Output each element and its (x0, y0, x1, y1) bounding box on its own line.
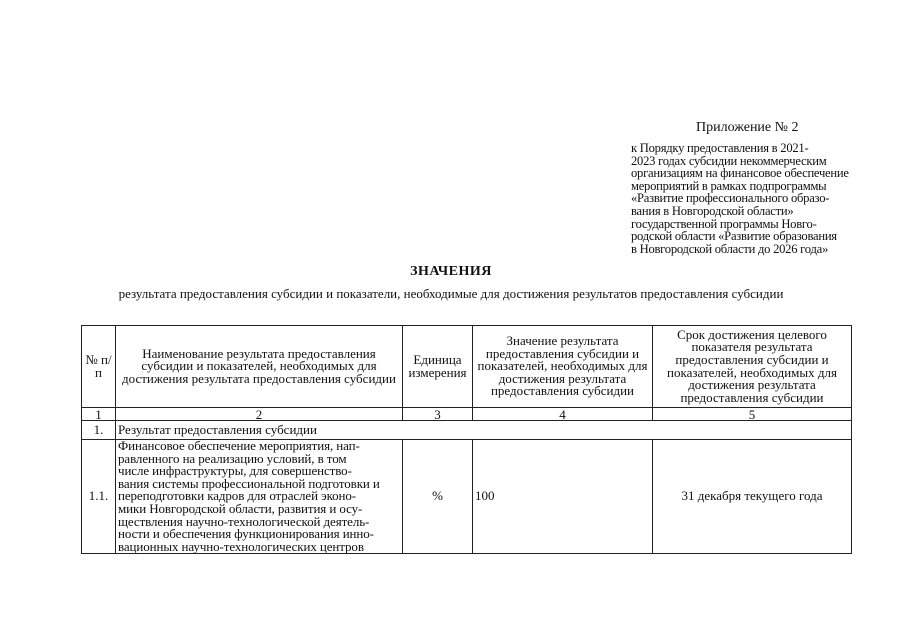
description-line: переподготовки кадров для отраслей эконо- (118, 488, 357, 504)
description-line: мики Новгородской области, развития и осу- (118, 500, 363, 516)
column-number-row (82, 408, 852, 421)
document-subtitle: результата предоставления субсидии и показатели, необходимые для достижения результатов предоставления субсидии (118, 286, 784, 301)
appendix-line: государственной программы Новго- (631, 216, 817, 231)
table-row (82, 440, 852, 554)
appendix-line: мероприятий в рамках подпрограммы (631, 178, 827, 193)
appendix-line: организациям на финансовое обеспечение (631, 166, 849, 181)
description-line: равленного на реализацию условий, в том (118, 450, 347, 466)
row-num: 1.1. (82, 440, 116, 554)
appendix-line: родской области «Развитие образования (631, 229, 837, 244)
column-number: 5 (653, 408, 852, 421)
header-name: Наименование результата предоставления субсидии и показателей, необходимых для достижения результата предоставления субсидии (116, 326, 403, 408)
column-number: 4 (473, 408, 653, 421)
appendix-line: «Развитие профессионального образо- (631, 191, 830, 206)
appendix-line: 2023 годах субсидии некоммерческим (631, 153, 827, 168)
row-unit: % (403, 440, 473, 554)
appendix-line: к Порядку предоставления в 2021- (631, 141, 809, 155)
description-line: ности и обеспечения функционирования инно- (118, 526, 374, 542)
description-line: Финансовое обеспечение мероприятия, нап- (118, 439, 360, 453)
table-header-row (82, 326, 852, 408)
header-deadline: Срок достижения целевого показателя результата предоставления субсидии и показателей, необходимых для достижения результата предоставления субсидии (653, 326, 852, 408)
header-num: № п/п (82, 326, 116, 408)
section-num: 1. (82, 421, 116, 440)
section-row (82, 421, 852, 440)
column-number: 3 (403, 408, 473, 421)
row-description (116, 440, 403, 554)
column-number: 1 (82, 408, 116, 421)
values-table (81, 325, 852, 554)
appendix-line: вания в Новгородской области» (631, 203, 794, 218)
row-deadline: 31 декабря текущего года (653, 440, 852, 554)
appendix-line: в Новгородской области до 2026 года» (631, 241, 828, 256)
description-line: ществления научно-технологической деятель- (118, 513, 370, 529)
header-value: Значение результата предоставления субсидии и показателей, необходимых для достижения результата предоставления субсидии (473, 326, 653, 408)
column-number: 2 (116, 408, 403, 421)
section-label: Результат предоставления субсидии (116, 421, 852, 440)
description-line: числе инфраструктуры, для совершенство- (118, 463, 352, 479)
row-value: 100 (473, 440, 653, 554)
document-title: ЗНАЧЕНИЯ (410, 264, 492, 279)
appendix-text (631, 142, 893, 255)
description-line: вания системы профессиональной подготовки и (118, 475, 380, 491)
description-line: вационных научно-технологических центров (118, 538, 364, 554)
header-unit: Единица измерения (403, 326, 473, 408)
appendix-title: Приложение № 2 (696, 120, 799, 135)
